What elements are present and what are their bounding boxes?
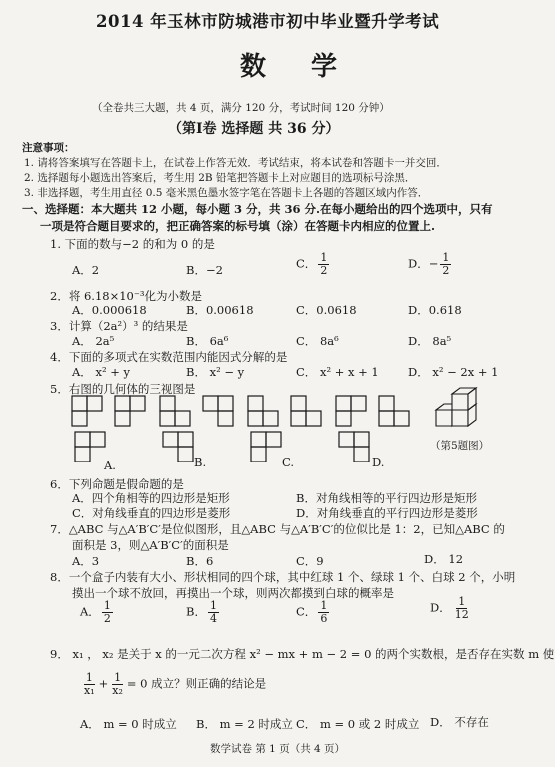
q9-option-a: A． m = 0 时成立 (80, 717, 177, 731)
q5-option-d-views (334, 392, 414, 462)
q7-line-2: 面积是 3，则△A′B′C′的面积是 (72, 538, 229, 552)
q4-option-b: B． x² − y (186, 365, 245, 379)
part-title: （第Ⅰ卷 选择题 共 36 分） (168, 121, 340, 137)
q5-option-b: B. (194, 455, 207, 469)
q9-line-1: 9． x₁ ， x₂ 是关于 x 的一元二次方程 x² − mx + m − 2 = 0 的两个实数根，是否存在实数 m 使 (50, 647, 555, 661)
q2-option-a: A．0.000618 (72, 303, 147, 317)
note-2: 2. 选择题每小题选出答案后，考生用 2B 铅笔把答题卡上对应题目的选项标号涂黑． (24, 172, 416, 184)
q8-option-a: A． $\frac{1}{2}$ (80, 599, 111, 625)
q1-option-d: D．− $\frac{1}{2}$ (408, 251, 450, 277)
q3-stem: 3．计算（2a²）³ 的结果是 (50, 319, 188, 333)
q1-option-c: C． $\frac{1}{2}$ (296, 251, 328, 277)
q4-stem: 4．下面的多项式在实数范围内能因式分解的是 (50, 350, 288, 364)
q7-option-c: C．9 (296, 554, 324, 568)
q6-stem: 6．下列命题是假命题的是 (50, 477, 184, 491)
q2-option-d: D．0.618 (408, 303, 462, 317)
q5-caption: （第5题图） (430, 440, 490, 452)
q3-option-c: C． 8a⁶ (296, 334, 339, 348)
q3-option-d: D． 8a⁵ (408, 334, 452, 348)
q6-option-c: C．对角线垂直的四边形是菱形 (72, 506, 231, 520)
q6-option-b: B．对角线相等的平行四边形是矩形 (296, 491, 477, 505)
q7-option-b: B．6 (186, 554, 214, 568)
q1-option-b: B．−2 (186, 263, 223, 277)
q5-option-c: C. (282, 455, 295, 469)
section-line-2: 一项是符合题目要求的，把正确答案的标号填（涂）在答题卡内相应的位置上. (40, 219, 435, 233)
q3-option-a: A． 2a⁵ (72, 334, 115, 348)
q4-option-d: D． x² − 2x + 1 (408, 365, 499, 379)
q2-option-b: B．0.00618 (186, 303, 254, 317)
q7-option-a: A．3 (72, 554, 100, 568)
section-line-1: 一、选择题：本大题共 12 小题，每小题 3 分，共 36 分.在每小题给出的四个选项中，只有 (22, 202, 493, 216)
exam-info: （全卷共三大题，共 4 页，满分 120 分，考试时间 120 分钟） (92, 102, 390, 114)
q8-option-b: B． $\frac{1}{4}$ (186, 599, 217, 625)
q8-line-2: 摸出一个球不放回，再摸出一个球，则两次都摸到白球的概率是 (72, 586, 394, 600)
q1-stem: 1. 下面的数与−2 的和为 0 的是 (50, 237, 215, 251)
q9-option-c: C． m = 0 或 2 时成立 (296, 717, 420, 731)
q8-option-d: D． $\frac{1}{12}$ (430, 595, 469, 621)
q4-option-c: C． x² + x + 1 (296, 365, 379, 379)
q8-line-1: 8．一个盒子内装有大小、形状相同的四个球，其中红球 1 个、绿球 1 个、白球 2 个，小明 (50, 570, 516, 584)
q7-option-d: D． 12 (424, 552, 464, 566)
notes-heading: 注意事项： (22, 142, 75, 154)
q5-option-d: D. (372, 455, 385, 469)
page-footer: 数学试卷 第 1 页（共 4 页） (210, 743, 346, 755)
note-3: 3. 非选择题，考生用直径 0.5 毫米黑色墨水签字笔在答题卡上各题的答题区域内作答． (24, 187, 429, 199)
q5-option-a: A. (104, 458, 116, 472)
q5-option-b-views (158, 392, 238, 462)
q6-option-a: A．四个角相等的四边形是矩形 (72, 491, 230, 505)
q2-option-c: C．0.0618 (296, 303, 357, 317)
q9-option-d: D． 不存在 (430, 715, 489, 729)
q5-stem: 5．右图的几何体的三视图是 (50, 382, 196, 396)
note-1: 1. 请将答案填写在答题卡上，在试卷上作答无效．考试结束，将本试卷和答题卡一并交回． (24, 157, 447, 169)
q5-option-c-views (246, 392, 326, 462)
exam-title: 2014 年玉林市防城港市初中毕业暨升学考试 (96, 12, 440, 31)
q3-option-b: B． 6a⁶ (186, 334, 229, 348)
q5-option-a-views (70, 392, 150, 462)
q2-stem: 2．将 6.18×10⁻³化为小数是 (50, 289, 203, 303)
subject-title: 数 学 (240, 52, 356, 82)
q9-option-b: B． m = 2 时成立 (196, 717, 293, 731)
q6-option-d: D．对角线垂直的平行四边形是菱形 (296, 506, 478, 520)
q7-line-1: 7．△ABC 与△A′B′C′是位似图形，且△ABC 与△A′B′C′的位似比是 1：2，已知△ABC 的 (50, 522, 505, 536)
q4-option-a: A． x² + y (72, 365, 130, 379)
q5-solid-figure (428, 384, 498, 434)
q1-option-a: A．2 (72, 263, 100, 277)
q9-line-2: $\frac{1}{\text{x₁}}$ + $\frac{1}{\text{x₂}}$ = 0 成立？则正确的结论是 (84, 671, 267, 697)
q8-option-c: C． $\frac{1}{6}$ (296, 599, 328, 625)
